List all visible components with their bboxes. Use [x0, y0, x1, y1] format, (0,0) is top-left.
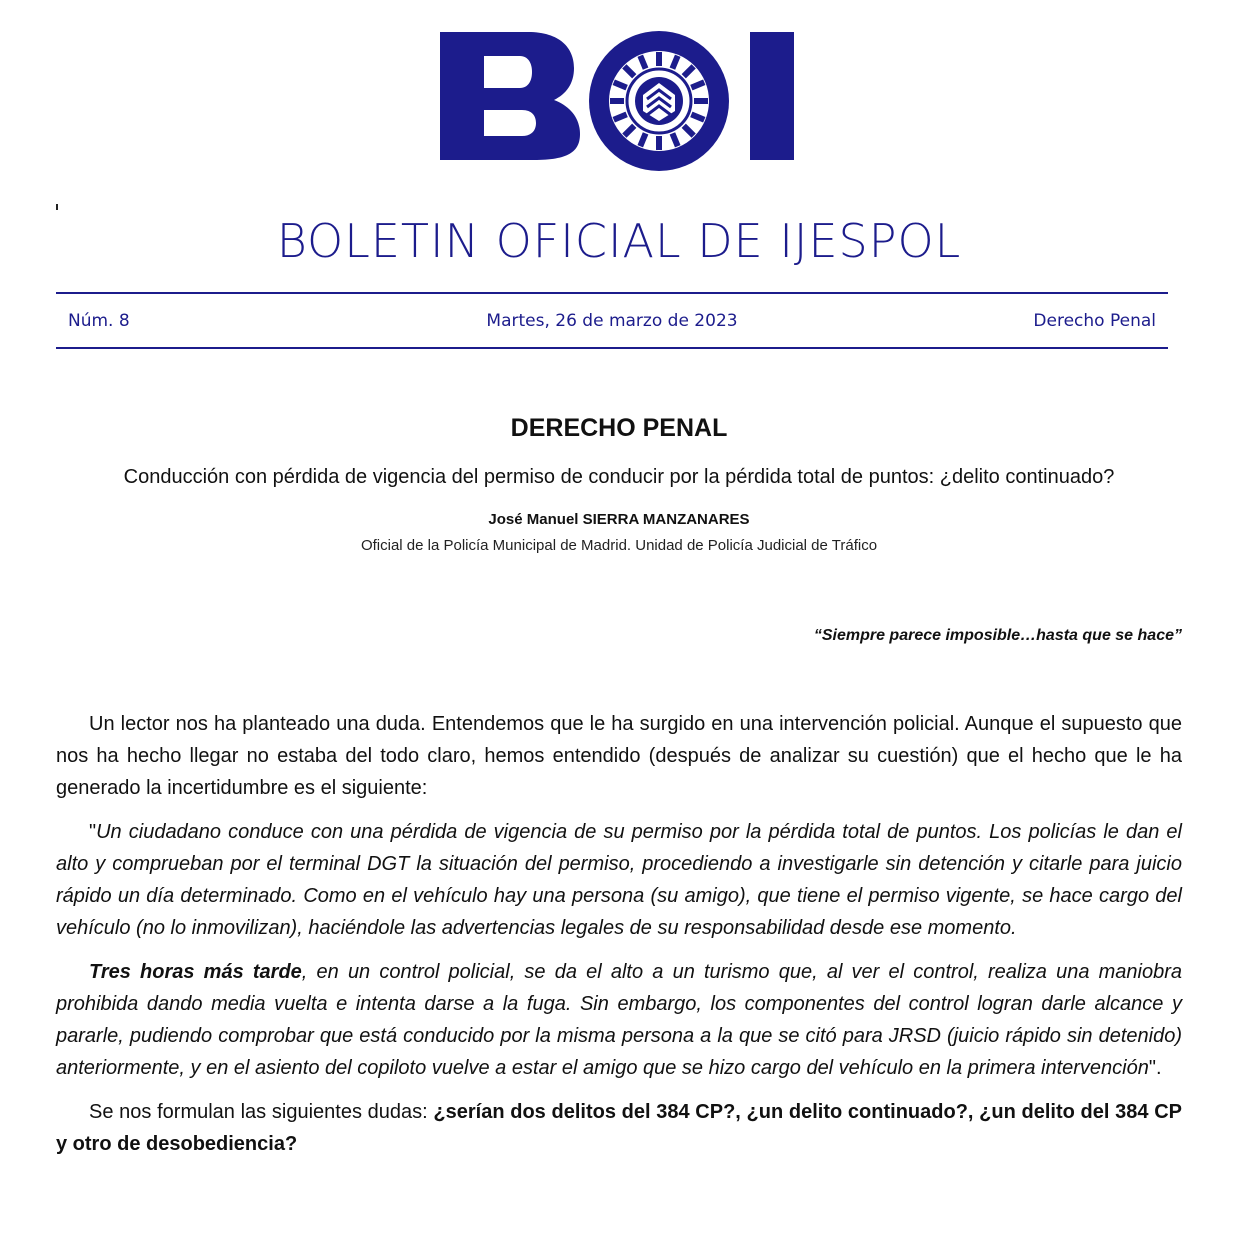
- paragraph: [56, 956, 1182, 1084]
- article-body: [56, 708, 1182, 1172]
- logo-letter-i: [750, 32, 794, 160]
- questions-text: ¿serían dos delitos del 384 CP?, ¿un delito continuado?, ¿un delito del 384 CP y otro de desobediencia?: [56, 1101, 1182, 1155]
- logo-letter-b: [440, 32, 580, 160]
- issue-date: Martes, 26 de marzo de 2023: [486, 311, 738, 331]
- case-description: Un ciudadano conduce con una pérdida de vigencia de su permiso por la pérdida total de puntos. Los policías le dan el alto y comprueban por el terminal DGT la situación del permiso, procediendo a investigarle sin detención y citarle para juicio rápido un día determinado. Como en el vehículo hay una persona (su amigo), que tiene el permiso vigente, se hace cargo del vehículo (no lo inmovilizan), haciéndole las advertencias legales de su responsabilidad desde ese momento.: [56, 821, 1182, 939]
- case-description-continued: , en un control policial, se da el alto a un turismo que, al ver el control, realiza una maniobra prohibida dando media vuelta e intenta darse a la fuga. Sin embargo, los componentes del control logran darle alcance y pararle, pudiendo comprobar que está conducido por la misma persona a la que se citó para JRSD (juicio rápido sin detenido) anteriormente, y en el asiento del copiloto vuelve a estar el amigo que se hizo cargo del vehículo en la primera intervención: [56, 961, 1183, 1079]
- author-affiliation: Oficial de la Policía Municipal de Madrid. Unidad de Policía Judicial de Tráfico: [360, 537, 878, 554]
- paragraph: [56, 816, 1182, 944]
- paragraph-text: Un lector nos ha planteado una duda. Entendemos que le ha surgido en una intervención policial. Aunque el supuesto que nos ha hecho llegar no estaba del todo claro, hemos entendido (después de analizar su cuestión) que el hecho que le ha generado la incertidumbre es el siguiente:: [56, 713, 1182, 799]
- masthead-title: BOLETIN OFICIAL DE IJESPOL: [276, 214, 962, 268]
- masthead-meta: [56, 311, 1168, 335]
- boi-logo: [440, 30, 796, 172]
- paragraph: [56, 1096, 1182, 1160]
- masthead-bottom-rule: [56, 347, 1168, 349]
- quote-close-mark: ".: [1148, 1057, 1162, 1079]
- issue-number: Núm. 8: [68, 311, 130, 331]
- section-title: DERECHO PENAL: [510, 414, 728, 442]
- masthead-top-rule: [56, 292, 1168, 294]
- issue-section: Derecho Penal: [1033, 311, 1156, 331]
- article-author: José Manuel SIERRA MANZANARES: [488, 511, 750, 528]
- emphasis-text: Tres horas más tarde: [89, 961, 302, 983]
- quote-open-mark: ": [89, 821, 97, 843]
- stray-mark: [56, 204, 58, 210]
- paragraph: [56, 708, 1182, 804]
- epigraph: “Siempre parece imposible…hasta que se hace”: [813, 627, 1182, 644]
- paragraph-text: Se nos formulan las siguientes dudas:: [89, 1101, 434, 1123]
- article-subtitle: Conducción con pérdida de vigencia del permiso de conducir por la pérdida total de puntos: ¿delito continuado?: [123, 466, 1115, 488]
- police-star-shield-icon: [589, 31, 729, 171]
